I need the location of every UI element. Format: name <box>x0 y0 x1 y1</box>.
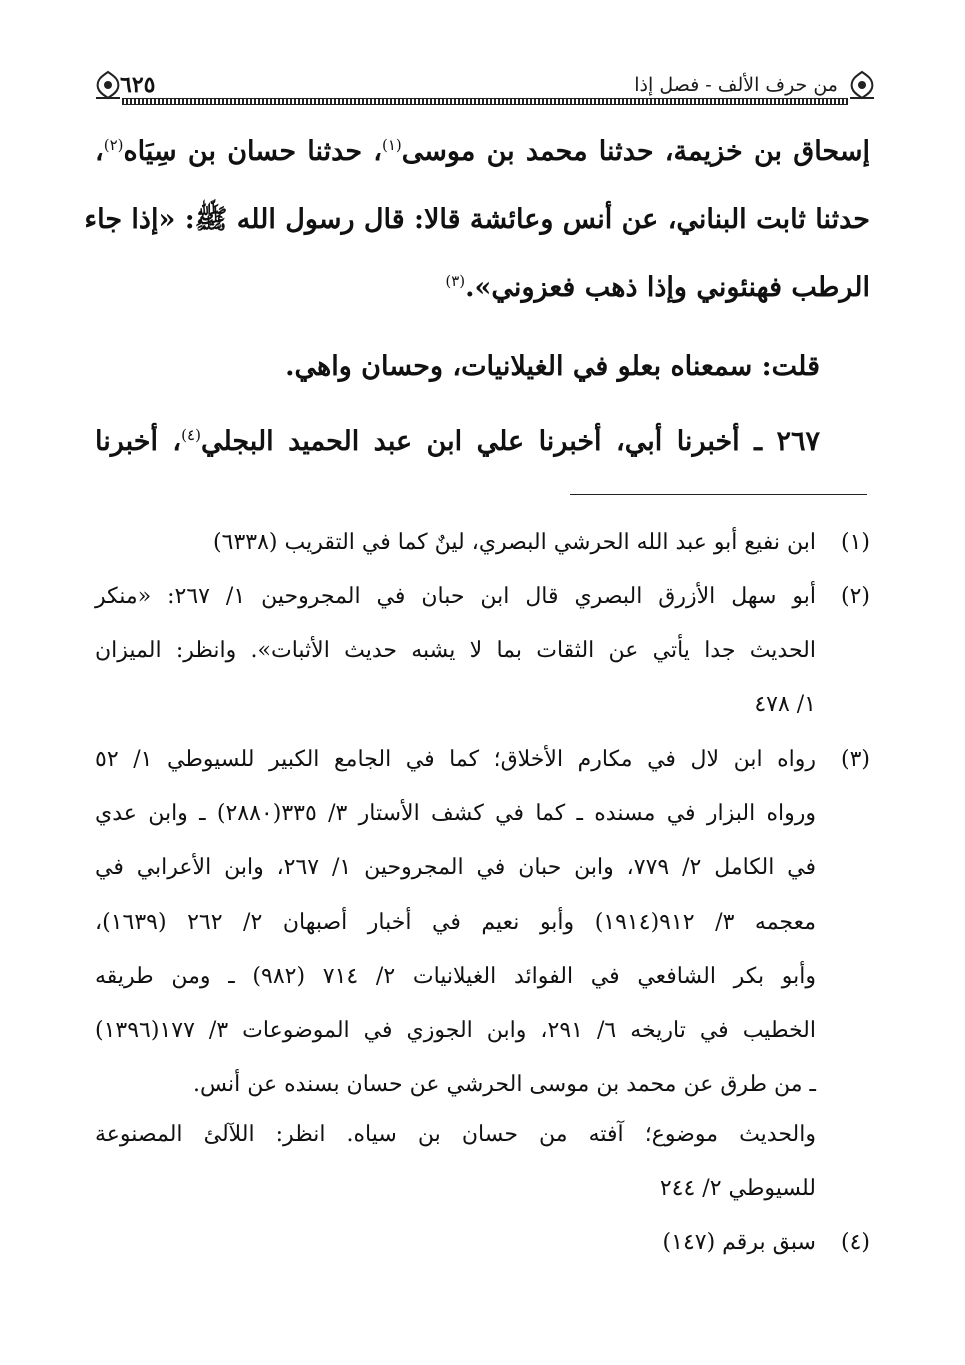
main-text-run: قلت: سمعناه بعلو في الغيلانيات، وحسان واهي. <box>285 351 820 382</box>
footnote-ref: (١) <box>382 136 402 154</box>
page-number: ٦٢٥ <box>120 72 156 98</box>
main-text-run: إسحاق بن خزيمة، حدثنا محمد بن موسى <box>401 136 870 167</box>
footnote-text: ابن نفيع أبو عبد الله الحرشي البصري، لينٌ كما في التقريب (٦٣٣٨) <box>213 530 816 555</box>
header-title: من حرف الألف - فصل إذا <box>634 74 838 96</box>
footnote-text: الخطيب في تاريخه ٦/ ٢٩١، وابن الجوزي في الموضوعات ٣/ ١٧٧(١٣٩٦) <box>95 1018 817 1043</box>
footnote-text: في الكامل ٢/ ٧٧٩، وابن حبان في المجروحين ١/ ٢٦٧، وابن الأعرابي في <box>95 855 817 880</box>
header-rule <box>122 98 848 105</box>
footnote-text: للسيوطي ٢/ ٢٤٤ <box>659 1176 816 1201</box>
footnote-text: الحديث جدا يأتي عن الثقات بما لا يشبه حديث الأثبات». وانظر: الميزان <box>95 638 816 663</box>
footnote-text: ١/ ٤٧٨ <box>754 692 816 717</box>
footnote-number: (٣) <box>840 747 870 772</box>
main-line <box>95 268 870 308</box>
main-text-run: ٢٦٧ ـ أخبرنا أبي، أخبرنا علي ابن عبد الحميد البجلي <box>200 426 821 457</box>
footnote-number: (٢) <box>840 584 870 609</box>
ornament-icon <box>92 70 124 100</box>
footnote-text: معجمه ٣/ ٩١٢(١٩١٤) وأبو نعيم في أخبار أصبهان ٢/ ٢٦٢ (١٦٣٩)، <box>95 910 817 935</box>
main-line <box>95 422 820 462</box>
footnote-ref: (٣) <box>445 272 466 290</box>
footnote-text: رواه ابن لال في مكارم الأخلاق؛ كما في الجامع الكبير للسيوطي ١/ ٥٢ <box>95 747 816 772</box>
ornament-icon <box>846 70 878 100</box>
footnote-separator <box>570 494 867 495</box>
footnote-text: أبو سهل الأزرق البصري قال ابن حبان في المجروحين ١/ ٢٦٧: «منكر <box>95 584 816 609</box>
footnote-number: (١) <box>840 530 870 555</box>
footnote-number: (٤) <box>840 1230 870 1255</box>
main-text-run: ، <box>95 136 104 167</box>
main-text-run: ، أخبرنا <box>95 426 182 457</box>
footnote-text: والحديث موضوع؛ آفته من حسان بن سياه. انظر: اللآلئ المصنوعة <box>95 1122 816 1147</box>
main-text-run: حدثنا ثابت البناني، عن أنس وعائشة قالا: قال رسول الله ﷺ: «إذا جاء <box>84 204 870 235</box>
main-line <box>95 132 870 172</box>
footnote-text: سبق برقم (١٤٧) <box>662 1230 816 1255</box>
footnote-text: ـ من طرق عن محمد بن موسى الحرشي عن حسان بسنده عن أنس. <box>192 1072 816 1097</box>
footnote-text: ورواه البزار في مسنده ـ كما في كشف الأستار ٣/ ٣٣٥(٢٨٨٠) ـ وابن عدي <box>95 801 816 826</box>
main-text-run: الرطب فهنئوني وإذا ذهب فعزوني». <box>465 272 870 303</box>
main-line <box>84 200 870 240</box>
running-header <box>92 58 878 108</box>
footnote-ref: (٤) <box>181 426 201 444</box>
footnote-text: وأبو بكر الشافعي في الفوائد الغيلانيات ٢/ ٧١٤ (٩٨٢) ـ ومن طريقه <box>95 964 816 989</box>
main-line <box>95 347 820 387</box>
main-text-run: ، حدثنا حسان بن سِيَاه <box>123 136 382 167</box>
footnote-ref: (٢) <box>103 136 124 154</box>
